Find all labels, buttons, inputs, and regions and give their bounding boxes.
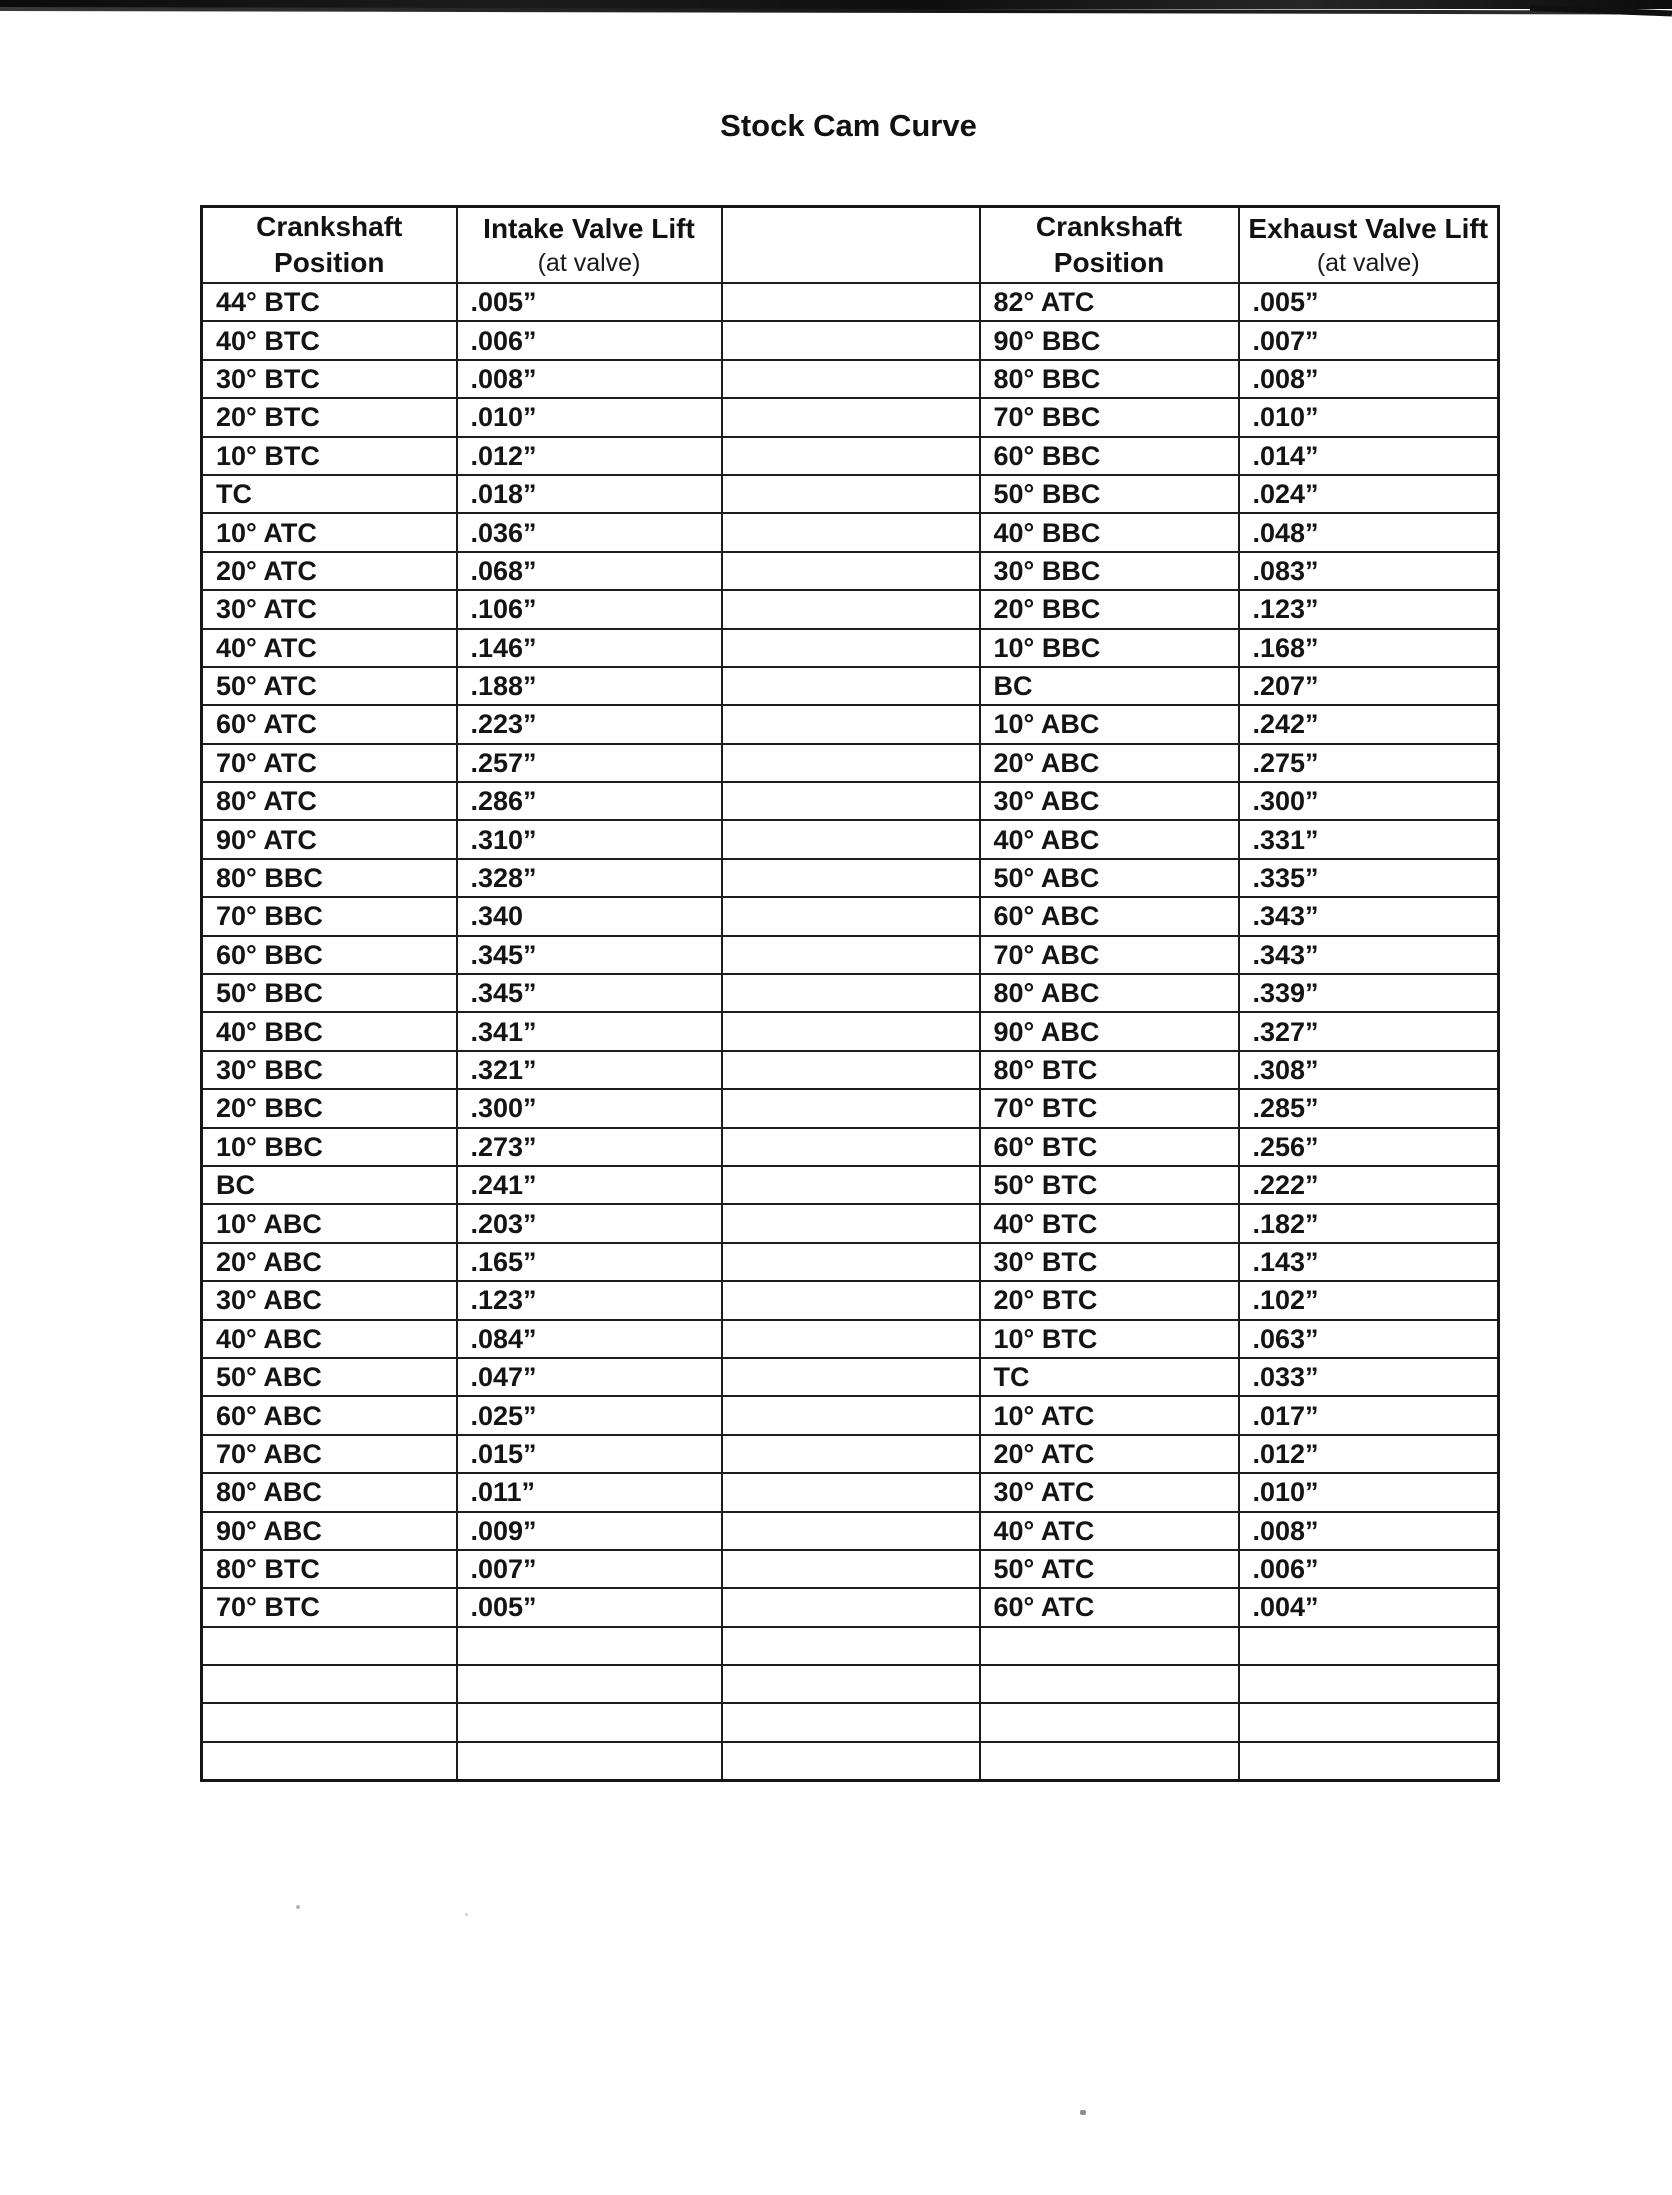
exhaust-lift-cell: .331” <box>1239 820 1499 858</box>
left-position-cell: 10° ATC <box>202 513 457 551</box>
table-row <box>202 974 1499 1012</box>
table-row <box>202 667 1499 705</box>
right-position-cell <box>980 1703 1239 1741</box>
spacer-cell <box>722 552 980 590</box>
spacer-cell <box>722 1320 980 1358</box>
table-row <box>202 1051 1499 1089</box>
exhaust-lift-cell: .005” <box>1239 283 1499 321</box>
exhaust-lift-cell: .012” <box>1239 1435 1499 1473</box>
spacer-cell <box>722 1281 980 1319</box>
spacer-cell <box>722 629 980 667</box>
column-header-text: Intake Valve Lift <box>483 213 695 244</box>
cam-curve-table <box>200 205 1500 1782</box>
intake-lift-cell: .328” <box>457 859 722 897</box>
table-row <box>202 782 1499 820</box>
left-position-cell: 30° BBC <box>202 1051 457 1089</box>
intake-lift-cell: .341” <box>457 1012 722 1050</box>
left-position-cell: 60° ATC <box>202 705 457 743</box>
column-header-exhaust-valve-lift <box>1239 207 1499 284</box>
intake-lift-cell: .007” <box>457 1550 722 1588</box>
table-row <box>202 897 1499 935</box>
intake-lift-cell: .310” <box>457 820 722 858</box>
spacer-cell <box>722 1550 980 1588</box>
scan-speck <box>296 1905 300 1909</box>
intake-lift-cell <box>457 1665 722 1703</box>
intake-lift-cell <box>457 1703 722 1741</box>
table-row <box>202 1012 1499 1050</box>
intake-lift-cell: .257” <box>457 744 722 782</box>
spacer-cell <box>722 1396 980 1434</box>
spacer-cell <box>722 820 980 858</box>
exhaust-lift-cell: .285” <box>1239 1089 1499 1127</box>
column-header-subtext: (at valve) <box>537 249 641 277</box>
table-row <box>202 1512 1499 1550</box>
left-position-cell: 80° BBC <box>202 859 457 897</box>
spacer-cell <box>722 398 980 436</box>
right-position-cell: 60° ABC <box>980 897 1239 935</box>
intake-lift-cell: .345” <box>457 974 722 1012</box>
intake-lift-cell: .345” <box>457 936 722 974</box>
right-position-cell: 70° BTC <box>980 1089 1239 1127</box>
page-title: Stock Cam Curve <box>720 108 977 143</box>
exhaust-lift-cell: .207” <box>1239 667 1499 705</box>
right-position-cell: 30° ATC <box>980 1473 1239 1511</box>
exhaust-lift-cell: .048” <box>1239 513 1499 551</box>
left-position-cell: 70° BBC <box>202 897 457 935</box>
intake-lift-cell: .012” <box>457 437 722 475</box>
exhaust-lift-cell: .182” <box>1239 1204 1499 1242</box>
right-position-cell: 60° ATC <box>980 1588 1239 1626</box>
table-row <box>202 1435 1499 1473</box>
right-position-cell: 20° BTC <box>980 1281 1239 1319</box>
spacer-cell <box>722 782 980 820</box>
spacer-cell <box>722 1703 980 1741</box>
spacer-cell <box>722 513 980 551</box>
table-row <box>202 1243 1499 1281</box>
table-row <box>202 1396 1499 1434</box>
exhaust-lift-cell: .008” <box>1239 360 1499 398</box>
table-row <box>202 1703 1499 1741</box>
table-row <box>202 1627 1499 1665</box>
intake-lift-cell: .006” <box>457 321 722 359</box>
intake-lift-cell: .188” <box>457 667 722 705</box>
table-row <box>202 360 1499 398</box>
spacer-cell <box>722 1012 980 1050</box>
spacer-cell <box>722 1742 980 1781</box>
exhaust-lift-cell <box>1239 1703 1499 1741</box>
exhaust-lift-cell: .006” <box>1239 1550 1499 1588</box>
intake-lift-cell: .010” <box>457 398 722 436</box>
exhaust-lift-cell: .242” <box>1239 705 1499 743</box>
right-position-cell: 50° BTC <box>980 1166 1239 1204</box>
spacer-cell <box>722 1358 980 1396</box>
exhaust-lift-cell: .123” <box>1239 590 1499 628</box>
left-position-cell: 70° BTC <box>202 1588 457 1626</box>
left-position-cell <box>202 1665 457 1703</box>
left-position-cell: 20° ABC <box>202 1243 457 1281</box>
right-position-cell: 10° ATC <box>980 1396 1239 1434</box>
exhaust-lift-cell: .063” <box>1239 1320 1499 1358</box>
table-row <box>202 705 1499 743</box>
table-row <box>202 590 1499 628</box>
spacer-cell <box>722 974 980 1012</box>
spacer-cell <box>722 1473 980 1511</box>
cam-curve-table-container <box>200 205 1500 1782</box>
right-position-cell <box>980 1627 1239 1665</box>
table-row <box>202 936 1499 974</box>
left-position-cell: 80° ABC <box>202 1473 457 1511</box>
right-position-cell: 30° BTC <box>980 1243 1239 1281</box>
exhaust-lift-cell: .024” <box>1239 475 1499 513</box>
intake-lift-cell: .084” <box>457 1320 722 1358</box>
right-position-cell: 40° ABC <box>980 820 1239 858</box>
spacer-cell <box>722 1588 980 1626</box>
spacer-cell <box>722 1512 980 1550</box>
spacer-cell <box>722 1204 980 1242</box>
right-position-cell: 30° BBC <box>980 552 1239 590</box>
exhaust-lift-cell: .083” <box>1239 552 1499 590</box>
intake-lift-cell: .203” <box>457 1204 722 1242</box>
intake-lift-cell: .047” <box>457 1358 722 1396</box>
column-header-left-crankshaft-position <box>202 207 457 284</box>
column-header-subtext: (at valve) <box>1316 249 1420 277</box>
left-position-cell: 10° ABC <box>202 1204 457 1242</box>
exhaust-lift-cell: .017” <box>1239 1396 1499 1434</box>
spacer-cell <box>722 1243 980 1281</box>
table-row <box>202 1473 1499 1511</box>
table-row <box>202 437 1499 475</box>
right-position-cell: 10° BBC <box>980 629 1239 667</box>
column-header-intake-valve-lift <box>457 207 722 284</box>
left-position-cell: 30° ATC <box>202 590 457 628</box>
table-row <box>202 1588 1499 1626</box>
exhaust-lift-cell: .143” <box>1239 1243 1499 1281</box>
right-position-cell: 40° ATC <box>980 1512 1239 1550</box>
intake-lift-cell: .011” <box>457 1473 722 1511</box>
exhaust-lift-cell: .010” <box>1239 1473 1499 1511</box>
table-row <box>202 1665 1499 1703</box>
column-header-text: Exhaust Valve Lift <box>1248 213 1489 244</box>
column-header-text: Position <box>1053 247 1165 278</box>
spacer-cell <box>722 360 980 398</box>
left-position-cell: 90° ATC <box>202 820 457 858</box>
right-position-cell: 50° BBC <box>980 475 1239 513</box>
exhaust-lift-cell <box>1239 1627 1499 1665</box>
right-position-cell: 70° ABC <box>980 936 1239 974</box>
cam-table-body <box>202 283 1499 1781</box>
spacer-cell <box>722 437 980 475</box>
intake-lift-cell: .273” <box>457 1128 722 1166</box>
table-row <box>202 1281 1499 1319</box>
table-header-row <box>202 207 1499 284</box>
exhaust-lift-cell: .102” <box>1239 1281 1499 1319</box>
left-position-cell: 60° ABC <box>202 1396 457 1434</box>
exhaust-lift-cell: .300” <box>1239 782 1499 820</box>
exhaust-lift-cell: .010” <box>1239 398 1499 436</box>
exhaust-lift-cell: .168” <box>1239 629 1499 667</box>
table-row <box>202 1358 1499 1396</box>
intake-lift-cell: .241” <box>457 1166 722 1204</box>
column-header-text: Position <box>274 247 385 278</box>
exhaust-lift-cell: .007” <box>1239 321 1499 359</box>
intake-lift-cell: .005” <box>457 283 722 321</box>
spacer-cell <box>722 705 980 743</box>
right-position-cell: 40° BTC <box>980 1204 1239 1242</box>
exhaust-lift-cell <box>1239 1742 1499 1781</box>
exhaust-lift-cell: .033” <box>1239 1358 1499 1396</box>
table-row <box>202 1166 1499 1204</box>
intake-lift-cell: .018” <box>457 475 722 513</box>
intake-lift-cell: .165” <box>457 1243 722 1281</box>
intake-lift-cell: .146” <box>457 629 722 667</box>
left-position-cell: 90° ABC <box>202 1512 457 1550</box>
right-position-cell: 90° BBC <box>980 321 1239 359</box>
spacer-cell <box>722 667 980 705</box>
spacer-cell <box>722 744 980 782</box>
spacer-cell <box>722 475 980 513</box>
intake-lift-cell <box>457 1742 722 1781</box>
exhaust-lift-cell: .335” <box>1239 859 1499 897</box>
intake-lift-cell: .286” <box>457 782 722 820</box>
intake-lift-cell: .025” <box>457 1396 722 1434</box>
left-position-cell: 60° BBC <box>202 936 457 974</box>
intake-lift-cell: .123” <box>457 1281 722 1319</box>
intake-lift-cell: .036” <box>457 513 722 551</box>
right-position-cell: 10° BTC <box>980 1320 1239 1358</box>
column-header-text: Crankshaft <box>1035 211 1183 242</box>
spacer-cell <box>722 1089 980 1127</box>
intake-lift-cell: .068” <box>457 552 722 590</box>
right-position-cell: 20° BBC <box>980 590 1239 628</box>
left-position-cell: 80° BTC <box>202 1550 457 1588</box>
intake-lift-cell: .005” <box>457 1588 722 1626</box>
spacer-cell <box>722 1435 980 1473</box>
intake-lift-cell: .009” <box>457 1512 722 1550</box>
left-position-cell: 40° BBC <box>202 1012 457 1050</box>
left-position-cell <box>202 1742 457 1781</box>
table-row <box>202 475 1499 513</box>
left-position-cell: 30° ABC <box>202 1281 457 1319</box>
left-position-cell: 20° BTC <box>202 398 457 436</box>
right-position-cell: 30° ABC <box>980 782 1239 820</box>
left-position-cell: 10° BTC <box>202 437 457 475</box>
spacer-cell <box>722 1665 980 1703</box>
right-position-cell: 60° BBC <box>980 437 1239 475</box>
spacer-cell <box>722 283 980 321</box>
spacer-cell <box>722 321 980 359</box>
table-row <box>202 321 1499 359</box>
right-position-cell <box>980 1665 1239 1703</box>
left-position-cell: 20° BBC <box>202 1089 457 1127</box>
left-position-cell: TC <box>202 475 457 513</box>
spacer-cell <box>722 859 980 897</box>
spacer-cell <box>722 1627 980 1665</box>
intake-lift-cell: .106” <box>457 590 722 628</box>
intake-lift-cell: .340 <box>457 897 722 935</box>
left-position-cell: 40° BTC <box>202 321 457 359</box>
table-row <box>202 513 1499 551</box>
right-position-cell: 60° BTC <box>980 1128 1239 1166</box>
right-position-cell: 70° BBC <box>980 398 1239 436</box>
exhaust-lift-cell: .339” <box>1239 974 1499 1012</box>
intake-lift-cell: .300” <box>457 1089 722 1127</box>
right-position-cell: 82° ATC <box>980 283 1239 321</box>
column-header-spacer <box>722 207 980 284</box>
right-position-cell <box>980 1742 1239 1781</box>
exhaust-lift-cell: .275” <box>1239 744 1499 782</box>
table-row <box>202 398 1499 436</box>
right-position-cell: 20° ABC <box>980 744 1239 782</box>
left-position-cell: BC <box>202 1166 457 1204</box>
exhaust-lift-cell: .343” <box>1239 897 1499 935</box>
intake-lift-cell: .321” <box>457 1051 722 1089</box>
table-row <box>202 629 1499 667</box>
right-position-cell: 20° ATC <box>980 1435 1239 1473</box>
exhaust-lift-cell: .308” <box>1239 1051 1499 1089</box>
table-row <box>202 1089 1499 1127</box>
exhaust-lift-cell: .008” <box>1239 1512 1499 1550</box>
table-row <box>202 1204 1499 1242</box>
spacer-cell <box>722 1051 980 1089</box>
intake-lift-cell: .008” <box>457 360 722 398</box>
left-position-cell: 70° ABC <box>202 1435 457 1473</box>
left-position-cell: 44° BTC <box>202 283 457 321</box>
right-position-cell: 50° ABC <box>980 859 1239 897</box>
left-position-cell: 50° BBC <box>202 974 457 1012</box>
table-row <box>202 1742 1499 1781</box>
left-position-cell: 70° ATC <box>202 744 457 782</box>
scan-speck <box>1080 2110 1086 2115</box>
spacer-cell <box>722 1166 980 1204</box>
intake-lift-cell: .223” <box>457 705 722 743</box>
table-row <box>202 1320 1499 1358</box>
right-position-cell: 90° ABC <box>980 1012 1239 1050</box>
left-position-cell: 50° ATC <box>202 667 457 705</box>
exhaust-lift-cell: .004” <box>1239 1588 1499 1626</box>
right-position-cell: 80° ABC <box>980 974 1239 1012</box>
left-position-cell: 30° BTC <box>202 360 457 398</box>
table-row <box>202 744 1499 782</box>
left-position-cell: 40° ATC <box>202 629 457 667</box>
intake-lift-cell <box>457 1627 722 1665</box>
left-position-cell: 50° ABC <box>202 1358 457 1396</box>
exhaust-lift-cell: .343” <box>1239 936 1499 974</box>
right-position-cell: 80° BBC <box>980 360 1239 398</box>
table-row <box>202 283 1499 321</box>
table-row <box>202 552 1499 590</box>
spacer-cell <box>722 897 980 935</box>
table-row <box>202 1550 1499 1588</box>
exhaust-lift-cell <box>1239 1665 1499 1703</box>
right-position-cell: BC <box>980 667 1239 705</box>
right-position-cell: 40° BBC <box>980 513 1239 551</box>
left-position-cell <box>202 1703 457 1741</box>
exhaust-lift-cell: .222” <box>1239 1166 1499 1204</box>
right-position-cell: 50° ATC <box>980 1550 1239 1588</box>
exhaust-lift-cell: .327” <box>1239 1012 1499 1050</box>
intake-lift-cell: .015” <box>457 1435 722 1473</box>
spacer-cell <box>722 1128 980 1166</box>
column-header-right-crankshaft-position <box>980 207 1239 284</box>
left-position-cell: 20° ATC <box>202 552 457 590</box>
table-row <box>202 859 1499 897</box>
left-position-cell: 10° BBC <box>202 1128 457 1166</box>
column-header-text: Crankshaft <box>256 211 403 242</box>
table-row <box>202 820 1499 858</box>
left-position-cell: 40° ABC <box>202 1320 457 1358</box>
exhaust-lift-cell: .014” <box>1239 437 1499 475</box>
spacer-cell <box>722 590 980 628</box>
spacer-cell <box>722 936 980 974</box>
exhaust-lift-cell: .256” <box>1239 1128 1499 1166</box>
right-position-cell: 10° ABC <box>980 705 1239 743</box>
scan-speck <box>465 1913 468 1916</box>
left-position-cell: 80° ATC <box>202 782 457 820</box>
right-position-cell: 80° BTC <box>980 1051 1239 1089</box>
right-position-cell: TC <box>980 1358 1239 1396</box>
left-position-cell <box>202 1627 457 1665</box>
table-row <box>202 1128 1499 1166</box>
